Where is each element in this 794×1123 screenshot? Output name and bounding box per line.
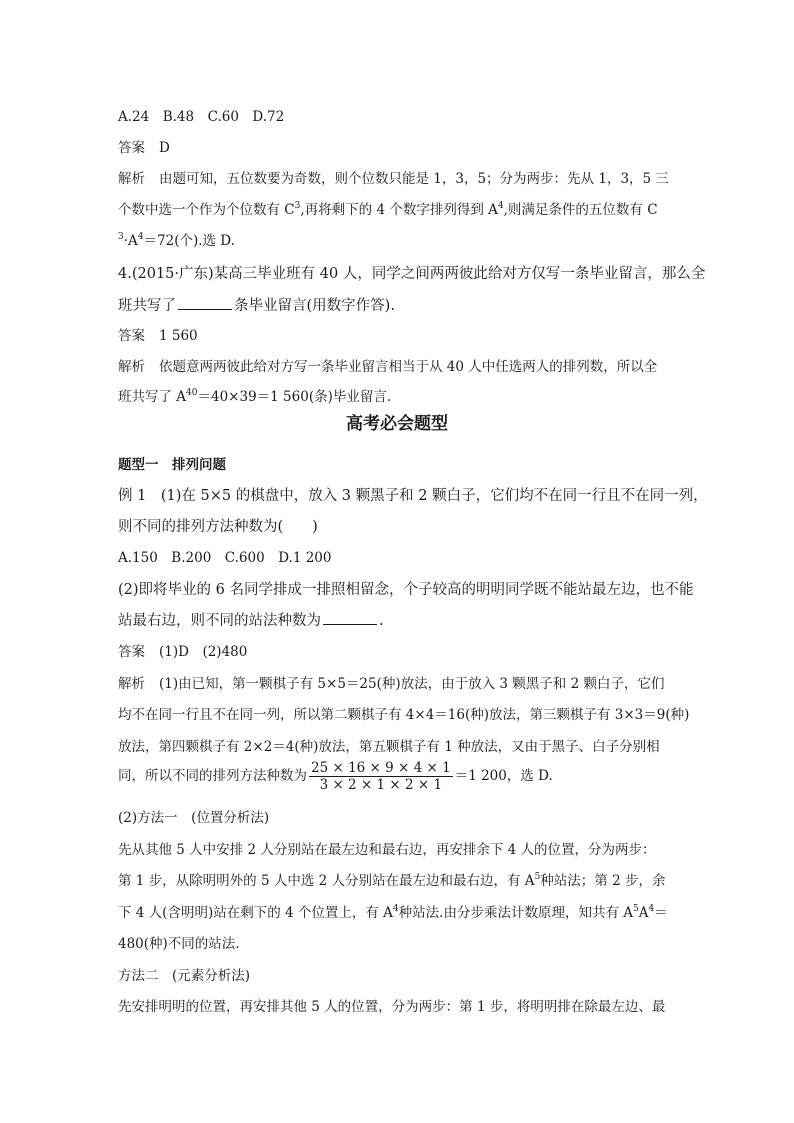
method-line: (2)方法一 (位置分析法): [118, 810, 270, 826]
topic-heading: 题型一 排列问题: [118, 457, 226, 473]
question-line: 4.(2015·广东)某高三毕业班有 40 人，同学之间两两彼此给对方仅写一条毕业留言，那么全: [118, 266, 706, 282]
analysis-line: 均不在同一行且不在同一列，所以第二颗棋子有 4×4＝16(种)放法，第三颗棋子有 3×3＝9(种): [118, 707, 690, 723]
answer-label: 答案: [118, 140, 145, 156]
analysis-label: 解析: [118, 171, 145, 187]
answer-line: 答案 1 560: [118, 328, 198, 344]
analysis-label: 解析: [118, 676, 145, 692]
answer-options-line: A.150 B.200 C.600 D.1 200: [118, 550, 332, 566]
analysis-line: 下 4 人(含明明)站在剩下的 4 个位置上，有 $A^4$种站法.由分步乘法计数原理，知共有 $A^5A^4=$: [118, 904, 668, 921]
fraction-numerator: 25 × 16 × 9 × 4 × 1: [311, 760, 451, 776]
answer-label: 答案: [118, 644, 145, 660]
question-line: 班共写了 条毕业留言(用数字作答).: [118, 298, 395, 314]
analysis-line: 个数中选一个作为个位数有 $C^3$,再将剩下的 4 个数字排列得到 $A^4$,则满足条件的五位数有 C: [118, 201, 658, 218]
analysis-line: 480(种)不同的站法.: [118, 936, 240, 952]
answer-line: 答案 D: [118, 140, 170, 156]
answer-blank: [178, 297, 232, 310]
answer-options-line: A.24 B.48 C.60 D.72: [118, 109, 285, 125]
example-line: 则不同的排列方法种数为( ): [118, 519, 318, 535]
answer-line: 答案 (1)D (2)480: [118, 644, 248, 660]
method-line: 方法二 (元素分析法): [118, 968, 251, 984]
analysis-line: 先从其他 5 人中安排 2 人分别站在最左边和最右边，再安排余下 4 人的位置，分为两步：: [118, 842, 656, 858]
fraction-denominator: 3 × 2 × 1 × 2 × 1: [319, 777, 443, 793]
analysis-line: 第 1 步，从除明明外的 5 人中选 2 人分别站在最左边和最右边，有 $A^5$种站法；第 2 步，余: [118, 872, 666, 889]
analysis-line: 解析 依题意两两彼此给对方写一条毕业留言相当于从 40 人中任选两人的排列数，所以全: [118, 359, 658, 375]
answer-label: 答案: [118, 328, 145, 344]
analysis-line: 解析 由题可知，五位数要为奇数，则个位数只能是 1，3，5；分为两步：先从 1，3，5 三: [118, 171, 669, 187]
analysis-line: 放法，第四颗棋子有 2×2＝4(种)放法，第五颗棋子有 1 种放法，又由于黑子、白子分别相: [118, 739, 660, 755]
fraction: [309, 760, 453, 793]
analysis-line: $^3\cdot A^4=72$(个).选 D.: [118, 232, 235, 249]
answer-blank: [323, 612, 377, 625]
analysis-line: 解析 (1)由已知，第一颗棋子有 5×5＝25(种)放法，由于放入 3 颗黑子和 2 颗白子，它们: [118, 676, 665, 692]
example-line: 例 1 (1)在 5×5 的棋盘中，放入 3 颗黑子和 2 颗白子，它们均不在同一行且不在同一列，: [118, 488, 708, 504]
analysis-line: 班共写了 $A^{40}=40\times 39=1$ 560(条)毕业留言.: [118, 388, 392, 405]
example-line: 站最右边，则不同的站法种数为 .: [118, 613, 384, 629]
analysis-line: 同，所以不同的排列方法种数为 $\frac{25 \times 16 \times 9 \times 4 \times 1}{3 \times 2 \times 1 \times 2 \times 1}$ ＝1 200，选 D.: [118, 760, 553, 793]
section-title: 高考必会题型: [346, 414, 448, 434]
analysis-label: 解析: [118, 359, 145, 375]
analysis-line: 先安排明明的位置，再安排其他 5 人的位置，分为两步：第 1 步，将明明排在除最左边、最: [118, 999, 666, 1015]
example-line: (2)即将毕业的 6 名同学排成一排照相留念，个子较高的明明同学既不能站最左边，也不能: [118, 582, 694, 598]
